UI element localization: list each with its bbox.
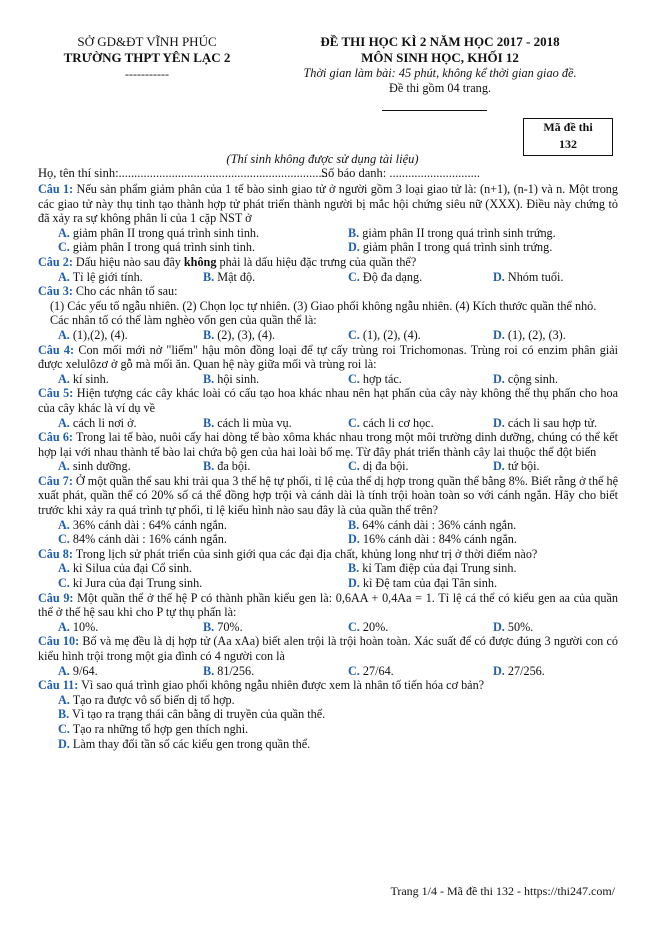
question-number: Câu 3: (38, 284, 73, 299)
question-5 (38, 386, 618, 430)
question-number: Câu 8: (38, 546, 73, 561)
question-text: Cho các nhân tố sau: (75, 284, 178, 299)
question-number: Câu 4: (38, 342, 75, 357)
question-2: Câu 2: Dấu hiệu nào sau đây không phải là dấu hiệu đặc trưng của quần thể? A. Tỉ lệ giới tính. B. Mật độ. C. Độ đa dạng. D. Nhóm tuổi. (38, 255, 618, 284)
option-c[interactable]: C. Tạo ra những tổ hợp gen thích nghi. (58, 721, 249, 736)
option-a[interactable]: A. cách li nơi ở. (58, 415, 137, 430)
header-rule (382, 110, 487, 111)
option-a[interactable]: A. 10%. (58, 619, 99, 634)
option-b[interactable]: B. 81/256. (203, 663, 255, 678)
department-name: SỞ GD&ĐT VĨNH PHÚC (77, 34, 217, 49)
question-number: Câu 5: (38, 386, 74, 401)
exam-header (270, 34, 610, 96)
option-b[interactable]: B. 70%. (203, 619, 243, 634)
question-number: Câu 1: (38, 182, 74, 196)
option-a[interactable]: A. 9/64. (58, 663, 98, 678)
question-text: Nếu sản phẩm giảm phân của 1 tế bào sinh giao tử ở người gồm 3 loại giao tử là: (n+1), (n-1) và n. Một trong các giao tử này thụ tinh tạo thành hợp tử phát triển thành người bị mắc hội chứng siêu nữ (XXX). Điều này chứng tỏ đã xảy ra sự không phân li của 1 cặp NST ở (38, 182, 618, 226)
question-4 (38, 343, 618, 387)
exam-title: ĐỀ THI HỌC KÌ 2 NĂM HỌC 2017 - 2018 (320, 34, 560, 49)
option-b[interactable]: B. Mật độ. (203, 269, 256, 284)
option-d[interactable]: D. 50%. (493, 619, 534, 634)
page-footer: Trang 1/4 - Mã đề thi 132 - https://thi247.com/ (390, 884, 615, 898)
exam-code-label: Mã đề thi (543, 120, 593, 134)
question-text: Hiện tượng các cây khác loài có cấu tạo hoa khác nhau nên hạt phấn của cây này không thể thụ phấn cho hoa của cây khác là ví dụ về (38, 386, 619, 415)
question-prompt: Các nhân tố có thể làm nghèo vốn gen của quần thể là: (50, 313, 317, 328)
exam-duration: Thời gian làm bài: 45 phút, không kể thời gian giao đề. (303, 66, 577, 80)
option-c[interactable]: C. dị đa bội. (348, 459, 409, 474)
no-materials-note: (Thí sinh không được sử dụng tài liệu) (226, 152, 419, 166)
question-3 (38, 284, 618, 342)
option-d[interactable]: D. tứ bội. (493, 459, 540, 474)
candidate-name-line: Họ, tên thí sinh:................................................................... (38, 166, 328, 180)
option-d[interactable]: D. giảm phân I trong quá trình sinh trứng. (348, 240, 553, 255)
option-c[interactable]: C. 27/64. (348, 663, 394, 678)
question-1 (38, 182, 618, 255)
exam-page-count: Đề thi gồm 04 trang. (388, 81, 492, 95)
option-a[interactable]: A. Tỉ lệ giới tính. (58, 269, 143, 284)
school-header (42, 34, 252, 82)
factor-list: (1) Các yếu tố ngẫu nhiên. (2) Chọn lọc tự nhiên. (3) Giao phối không ngẫu nhiên. (4) Kích thước quần thể nhỏ. (50, 298, 597, 313)
option-c[interactable]: C. cách li cơ học. (348, 415, 434, 430)
option-b[interactable]: B. 64% cánh dài : 36% cánh ngắn. (348, 517, 517, 532)
option-a[interactable]: A. 36% cánh dài : 64% cánh ngắn. (58, 517, 227, 532)
candidate-info-row (38, 166, 618, 181)
option-c[interactable]: C. kỉ Jura của đại Trung sinh. (58, 576, 203, 591)
question-10 (38, 634, 618, 678)
option-b[interactable]: B. kỉ Tam điệp của đại Trung sinh. (348, 561, 517, 576)
exam-code-box (523, 118, 613, 156)
question-text: Trong lịch sử phát triển của sinh giới qua các đại địa chất, khủng long như trị ở thời điểm nào? (75, 546, 538, 561)
question-text: Một quần thể ở thế hệ P có thành phần kiểu gen là: 0,6AA + 0,4Aa = 1. Tỉ lệ cá thể có kiểu gen aa của quần thể ở thế hệ sau khi cho P tự thụ phấn là: (38, 590, 618, 620)
option-a[interactable]: A. (1),(2), (4). (58, 327, 128, 342)
question-text: Ở một quần thể sau khi trải qua 3 thế hệ tự phối, tỉ lệ của thể dị hợp trong quần thể bằng 8%. Biết rằng ở thế hệ xuất phát, quần thể có 20% số cá thể đồng hợp trội và cánh dài là tính trội hoàn toàn so với cánh ngắn. Hãy cho biết trước khi xảy ra quá trình tự phối, tỉ lệ kiểu hình nào sau đây là của quần thể trên? (38, 473, 618, 518)
question-7 (38, 474, 618, 547)
question-number: Câu 6: (38, 430, 73, 445)
question-number: Câu 7: (38, 473, 73, 488)
option-d[interactable]: D. cách li sau hợp tử. (493, 415, 598, 430)
option-c[interactable]: C. Độ đa dạng. (348, 269, 423, 284)
option-d[interactable]: D. (1), (2), (3). (493, 327, 566, 342)
option-d[interactable]: D. Nhóm tuổi. (493, 269, 564, 284)
option-b[interactable]: B. (2), (3), (4). (203, 327, 276, 342)
option-c[interactable]: C. giảm phân I trong quá trình sinh tinh. (58, 240, 256, 255)
question-11 (38, 678, 618, 751)
question-number: Câu 10: (38, 634, 80, 649)
option-a[interactable]: A. kí sinh. (58, 371, 109, 386)
option-a[interactable]: A. kỉ Silua của đại Cổ sinh. (58, 561, 193, 576)
option-c[interactable]: C. 84% cánh dài : 16% cánh ngắn. (58, 532, 227, 547)
option-b[interactable]: B. đa bội. (203, 459, 251, 474)
exam-code-value: 132 (559, 137, 577, 151)
option-c[interactable]: C. (1), (2), (4). (348, 327, 421, 342)
option-d[interactable]: D. kỉ Đệ tam của đại Tân sinh. (348, 576, 498, 591)
option-d[interactable]: D. 16% cánh dài : 84% cánh ngắn. (348, 532, 517, 547)
exam-subject: MÔN SINH HỌC, KHỐI 12 (361, 50, 519, 65)
option-d[interactable]: D. Làm thay đổi tần số các kiểu gen trong quần thể. (58, 736, 311, 751)
option-b[interactable]: B. hội sinh. (203, 371, 260, 386)
option-b[interactable]: B. Vì tạo ra trạng thái cân bằng di truyền của quần thể. (58, 707, 326, 722)
question-8 (38, 547, 618, 591)
question-text: Bố và mẹ đều là dị hợp tử (Aa xAa) biết alen trội là trội hoàn toàn. Xác suất để có được đúng 3 người con có kiểu hình trội trong một gia đình có 4 người con là (38, 634, 619, 663)
option-d[interactable]: D. 27/256. (493, 663, 545, 678)
question-text: Vì sao quá trình giao phối không ngẫu nhiên được xem là nhân tố tiến hóa cơ bản? (81, 678, 485, 693)
option-d[interactable]: D. cộng sinh. (493, 371, 559, 386)
question-list (38, 182, 618, 751)
option-a[interactable]: A. Tạo ra được vô số biến dị tổ hợp. (58, 692, 235, 707)
question-number: Câu 2: (38, 254, 73, 269)
question-number: Câu 9: (38, 590, 74, 605)
option-c[interactable]: C. 20%. (348, 619, 389, 634)
question-text: Trong lai tế bào, nuôi cấy hai dòng tế bào xôma khác nhau trong một môi trường dinh dưỡng, chúng có thể kết hợp lại với nhau thành tế bào lai chứa bộ gen của hai loài bố mẹ. Từ đây phát triển thành cây lai thuộc thể đột biến (38, 430, 619, 459)
question-text: Con mối mới nở "liếm" hậu môn đồng loại để tự cấy trùng roi Trichomonas. Trùng roi có enzim phân giải được xelulôzơ ở gỗ mà mối ăn. Quan hệ này giữa mối và trùng roi là: (38, 342, 619, 372)
question-number: Câu 11: (38, 678, 79, 693)
option-a[interactable]: A. giảm phân II trong quá trình sinh tinh. (58, 225, 260, 240)
question-9 (38, 591, 618, 635)
header-divider: ----------- (125, 67, 169, 81)
candidate-number-line: Số báo danh: ............................. (321, 166, 481, 180)
option-b[interactable]: B. cách li mùa vụ. (203, 415, 292, 430)
school-name: TRƯỜNG THPT YÊN LẠC 2 (63, 50, 231, 65)
option-c[interactable]: C. hợp tác. (348, 371, 402, 386)
option-b[interactable]: B. giảm phân II trong quá trình sinh trứng. (348, 225, 556, 240)
question-6 (38, 430, 618, 474)
option-a[interactable]: A. sinh dưỡng. (58, 459, 131, 474)
